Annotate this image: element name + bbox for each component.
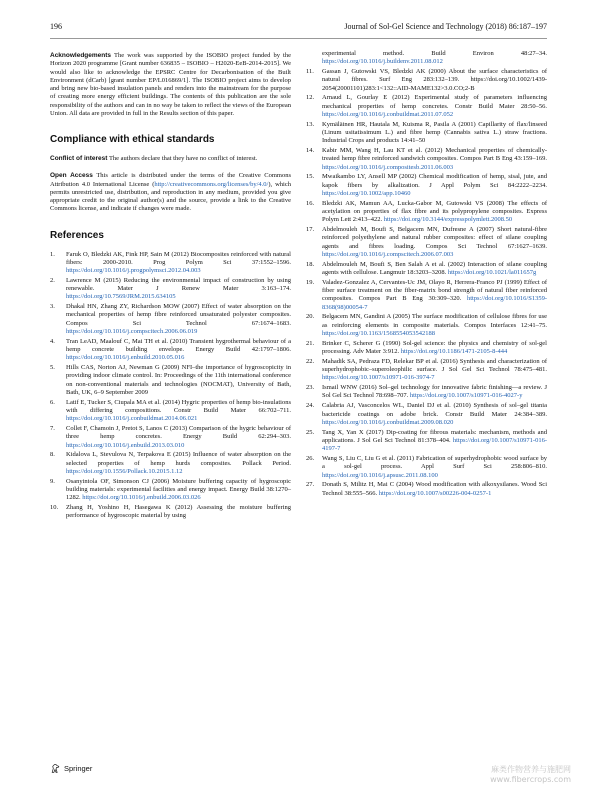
reference-doi-link[interactable]: https://doi.org/10.1016/j.conbuildmat.2011.07.052 [322, 110, 454, 118]
reference-number: 20. [306, 313, 315, 321]
reference-text: Donath S, Militz H, Mai C (2004) Wood modification with alkoxysilanes. Wood Sci Technol 38:555–566. [322, 481, 547, 497]
conflict-of-interest-paragraph [50, 155, 291, 163]
open-access-text-1: This article is distributed under the terms of the Creative Commons Attribution 4.0 International License ( [50, 172, 291, 188]
acknowledgements-text: The work was supported by the ISOBIO project funded by the Horizon 2020 programme [Grant number 636835 – ISOBIO – H2020-EeB-2014-2015]. We would also like to acknowledge the EPSRC Centre for Decarbonisation of the Built Environment (dCarb) [grant number EP/L016869/1]. The ISOBIO project aims to develop and bring new bio-based insulation panels and renders into the mainstream for the purpose of creating more energy efficient buildings. The contents of this publication are the sole responsibility of the authors and can in no way be taken to reflect the views of the European Union. All data are provided in full in the Results section of this paper. [50, 52, 291, 117]
reference-doi-link[interactable]: https://doi.org/10.1016/j.conbuildmat.2014.06.021 [66, 415, 198, 423]
reference-number: 26. [306, 455, 315, 462]
reference-number: 15. [306, 173, 315, 181]
reference-doi-link[interactable]: https://doi.org/10.1186/1471-2105-8-444 [400, 348, 508, 356]
reference-doi-link[interactable]: https://doi.org/10.1016/j.compscitech.2006.06.019 [66, 327, 198, 335]
reference-text: Latif E, Tucker S, Ciupala MA et al. (2014) Hygric properties of hemp bio-insulations with differing compositions. Constr Build Mater 66:702–711. [66, 398, 291, 414]
reference-number: 11. [306, 68, 314, 76]
reference-item [306, 481, 547, 498]
reference-doi-link[interactable]: https://doi.org/10.1016/j.compscitech.2006.07.003 [322, 250, 454, 258]
reference-number: 7. [50, 425, 55, 433]
reference-doi-link[interactable]: https://doi.org/10.7569/JRM.2015.634105 [66, 293, 176, 301]
reference-text: Faruk O, Bledzki AK, Fink HP, Sain M (2012) Biocomposites reinforced with natural fibers: 2000-2010. Prog Polym Sci 37:1552–1596. [66, 250, 291, 266]
running-header [50, 22, 547, 34]
reference-text: Hills CAS, Norton AJ, Newman G (2009) NFI–the importance of hygroscopicity in providing indoor climate control. In: Proceedings of the 11th international conference on non-conventional materials and technologies (NOCMAT), University of Bath, Bath, UK, 6–9 September 2009 [66, 364, 291, 396]
springer-horse-icon [50, 763, 61, 774]
reference-text: Gassan J, Gutowski VS, Bledzki AK (2000) About the surface characteristics of natural fibres. Surf Eng 283:132–139. https://doi.org/10.1002/1439-2054(20001101)283:1<132::AID-MAME132>3.0.CO;2-B [322, 68, 547, 92]
reference-item [306, 147, 547, 172]
watermark [490, 765, 571, 785]
reference-item [306, 94, 547, 119]
reference-doi-link[interactable]: https://doi.org/10.1007/s10971-016-4027-y [409, 392, 523, 400]
reference-text: Abdelmouleh M, Boufi S, Ben Salah A et al. (2002) Interaction of silane coupling agents with cellulose. Langmuir 18:3203–3208. [322, 260, 547, 276]
reference-number: 8. [50, 451, 55, 459]
reference-text: Kidalova L, Stevulova N, Terpakova E (2015) Influence of water absorption on the selected properties of hemp hurds composites. Pollack Period. [66, 451, 291, 467]
reference-doi-link[interactable]: https://doi.org/10.1016/j.enbuild.2013.03.010 [66, 441, 185, 449]
reference-doi-link[interactable]: https://doi.org/10.1556/Pollack.10.2015.1.12 [66, 467, 183, 475]
reference-item [306, 384, 547, 401]
reference-item [306, 50, 547, 67]
reference-text: Brinker C, Scherer G (1990) Sol-gel science: the physics and chemistry of sol-gel processing. Adv Mater 3:912. [322, 339, 547, 356]
reference-item [306, 455, 547, 480]
reference-doi-link[interactable]: https://doi.org/10.1007/s00226-004-0257-1 [378, 489, 492, 497]
reference-doi-link[interactable]: https://doi.org/10.1163/1568554053542188 [322, 329, 436, 337]
reference-item [306, 261, 547, 278]
reference-number: 3. [50, 303, 55, 311]
reference-number: 21. [306, 339, 315, 347]
reference-doi-link[interactable]: https://doi.org/10.1016/S1359-8368(98)00054-7 [322, 295, 547, 311]
reference-item [50, 425, 291, 450]
reference-text: Dhakal HN, Zhang ZY, Richardson MOW (2007) Effect of water absorption on the mechanical properties of hemp fibre reinforced unsaturated polyester composites. Compos Sci Technol 67:1674–1683. [66, 303, 291, 327]
journal-citation: Journal of Sol-Gel Science and Technology (2018) 86:187–197 [344, 22, 547, 31]
reference-doi-link[interactable]: https://doi.org/10.1016/j.enbuild.2010.05.016 [66, 354, 185, 362]
reference-item [50, 504, 291, 521]
reference-item [306, 313, 547, 338]
reference-item [50, 277, 291, 302]
references-list-right [306, 50, 547, 498]
conflict-text: The authors declare that they have no conflict of interest. [108, 155, 258, 162]
reference-doi-link[interactable]: https://doi.org/10.1016/j.buildenv.2011.08.012 [322, 58, 443, 66]
reference-number: 25. [306, 428, 315, 436]
reference-doi-link[interactable]: https://doi.org/10.1007/s10971-016-3974-7 [322, 374, 435, 382]
reference-item [306, 429, 547, 454]
reference-number: 9. [50, 477, 55, 485]
page-number: 196 [50, 22, 62, 31]
acknowledgements-heading: Acknowledgements [50, 52, 112, 59]
reference-number: 10. [50, 504, 59, 512]
reference-item [306, 340, 547, 357]
reference-item [50, 251, 291, 276]
open-access-text-2: ), which permits unrestricted use, distribution, and reproduction in any medium, provided you give appropriate credit to the original author(s) and the source, provide a link to the Creative Commons license, and indicate if changes were made. [50, 180, 291, 213]
reference-item [306, 358, 547, 383]
reference-text: Tang X, Yan X (2017) Dip-coating for fibrous materials: mechanism, methods and applications. J Sol Gel Sci Technol 81:378–404. [322, 428, 547, 444]
reference-number: 17. [306, 226, 315, 234]
reference-number: 27. [306, 481, 315, 489]
reference-text: Collet F, Chamoin J, Pretot S, Lanos C (2013) Comparison of the hygric behaviour of three hemp concretes. Energy Build 62:294–303. [66, 425, 291, 441]
reference-text: Wang S, Liu C, Liu G et al. (2011) Fabrication of superhydrophobic wood surface by a sol-gel process. Appl Surf Sci 258:806–810. [322, 455, 547, 471]
reference-item [306, 68, 547, 93]
open-access-label: Open Access [50, 172, 93, 180]
reference-number: 6. [50, 398, 55, 406]
reference-item [50, 451, 291, 476]
reference-item [306, 173, 547, 198]
reference-item [50, 303, 291, 336]
reference-text: Tran LeAD, Maalouf C, Mai TH et al. (2010) Transient hygrothermal behaviour of a hemp concrete building envelope. Energy Build 42:1797–1806. [66, 337, 291, 354]
references-heading: References [50, 229, 104, 241]
reference-text: Osanyintola OF, Simonson CJ (2006) Moisture buffering capacity of hygroscopic building materials: experimental facilities and energy impact. Energy Build 38:1270–1282. [66, 477, 291, 502]
open-access-paragraph [50, 172, 291, 213]
creative-commons-link[interactable]: http://creativecommons.org/licenses/by/4.0/ [154, 180, 269, 188]
reference-number: 2. [50, 276, 55, 284]
reference-doi-link[interactable]: https://doi.org/10.3144/expresspolymlett.2008.50 [383, 216, 513, 224]
reference-text: Ismail WNW (2016) Sol–gel technology for innovative fabric finishing—a review. J Sol Gel Sci Technol 78:698–707. [322, 384, 547, 400]
reference-number: 18. [306, 260, 315, 268]
reference-text: Abdelmouleh M, Boufi S, Belgacem MN, Dufresne A (2007) Short natural-fibre reinforced polyethylene and natural rubber composites: effect of silane coupling agents and fibres loading. Compos Sci Technol 67:1627–1639. [322, 226, 547, 250]
reference-text: Arnaud L, Gourlay E (2012) Experimental study of parameters influencing mechanical properties of hemp concretes. Constr Build Mater 28:50–56. [322, 94, 547, 110]
reference-item [50, 478, 291, 503]
reference-text: Zhang H, Yoshino H, Hasegawa K (2012) Assessing the moisture buffering performance of hygroscopic material by using [66, 504, 291, 520]
reference-item [306, 226, 547, 259]
reference-item [50, 364, 291, 397]
reference-number: 16. [306, 199, 315, 207]
reference-number: 1. [50, 250, 55, 258]
reference-doi-link[interactable]: https://doi.org/10.1016/j.progpolymsci.2012.04.003 [66, 267, 201, 274]
reference-text: Calabria AJ, Vasconcelos WL, Daniel DJ et al. (2010) Synthesis of sol–gel titania bactericide coatings on adobe brick. Constr Build Mater 24:384–389. [322, 402, 547, 418]
reference-number: 24. [306, 402, 315, 410]
reference-text: Valadez-Gonzalez A, Cervantes-Uc JM, Olayo R, Herrera-Franco PJ (1999) Effect of fiber surface treatment on the fiber-matrix bond strength of natural fiber reinforced composites. Compos Part B Eng 30:309–320. [322, 278, 547, 303]
reference-text: Belgacem MN, Gandini A (2005) The surface modification of cellulose fibres for use as reinforcing elements in composite materials. Compos Interfaces 12:41–75. [322, 313, 547, 329]
reference-number: 5. [50, 364, 55, 372]
reference-doi-link[interactable]: https://doi.org/10.1016/j.compositesb.2011.06.003 [322, 163, 454, 171]
reference-doi-link[interactable]: https://doi.org/10.1016/j.apsusc.2011.08.100 [322, 471, 438, 479]
reference-doi-link[interactable]: https://doi.org/10.1016/j.conbuildmat.2009.08.020 [322, 418, 454, 426]
reference-item [306, 200, 547, 225]
reference-text: Kymäläinen HR, Hautala M, Kuisma R, Pasila A (2001) Capillarity of flax/linseed (Linum usitatissimum L.) and fibre hemp (Cannabis sativa L.) straw fractions. Industrial Crops and products 14:41–50 [322, 120, 547, 145]
reference-doi-link[interactable]: https://doi.org/10.1021/la011657g [447, 269, 537, 276]
reference-number: 22. [306, 357, 315, 365]
reference-item [306, 121, 547, 146]
reference-number: 13. [306, 120, 315, 128]
reference-item [50, 399, 291, 424]
reference-number: 19. [306, 278, 315, 286]
header-rule [50, 38, 547, 39]
conflict-label: Conflict of interest [50, 155, 108, 162]
left-column [50, 52, 291, 522]
ethics-heading: Compliance with ethical standards [50, 134, 215, 145]
reference-text: Kabir MM, Wang H, Lau KT et al. (2012) Mechanical properties of chemically-treated hemp fibre reinforced sandwich composites. Compos Part B Eng 43:159–169. [322, 147, 547, 163]
reference-text: Bledzki AK, Mamun AA, Lucka-Gabor M, Gutowski VS (2008) The effects of acetylation on properties of flax fibre and its polypropylene composites. Express Polym Lett 2:413–422. [322, 199, 547, 224]
reference-item [306, 279, 547, 312]
publisher-name: Springer [64, 764, 93, 773]
reference-number: 12. [306, 94, 315, 102]
reference-text: Mahadik SA, Pedraza FD, Relekar BP et al. (2016) Synthesis and characterization of superhydrophobic–superoleophilic surface. J Sol Gel Sci Technol 78:475–481. [322, 357, 547, 374]
references-list-left [50, 251, 291, 521]
watermark-line-1: 麻类作物营养与施肥网 [491, 765, 571, 774]
reference-number: 14. [306, 147, 315, 155]
footer [50, 763, 92, 774]
watermark-line-2: www.fibercrops.com [490, 775, 571, 784]
reference-number: 4. [50, 337, 55, 345]
reference-text: Mwaikambo LY, Ansell MP (2002) Chemical modification of hemp, sisal, jute, and kapok fibers by alkalization. J Appl Polym Sci 84:2222–2234. [322, 173, 547, 189]
right-column [306, 50, 547, 499]
reference-item [50, 338, 291, 363]
reference-doi-link[interactable]: https://doi.org/10.1016/j.enbuild.2006.03.026 [82, 494, 201, 502]
reference-doi-link[interactable]: https://doi.org/10.1002/app.10460 [322, 189, 411, 197]
reference-number: 23. [306, 384, 315, 392]
reference-text: experimental method. Build Environ 48:27–34. [322, 50, 547, 57]
reference-doi-link[interactable]: https://doi.org/10.1007/s10971-016-4197-7 [322, 436, 547, 453]
acknowledgements-paragraph [50, 52, 291, 118]
reference-text: Lawrence M (2015) Reducing the environmental impact of construction by using renewable. Mater J Renew Mater 3:163–174. [66, 276, 291, 293]
reference-item [306, 402, 547, 427]
